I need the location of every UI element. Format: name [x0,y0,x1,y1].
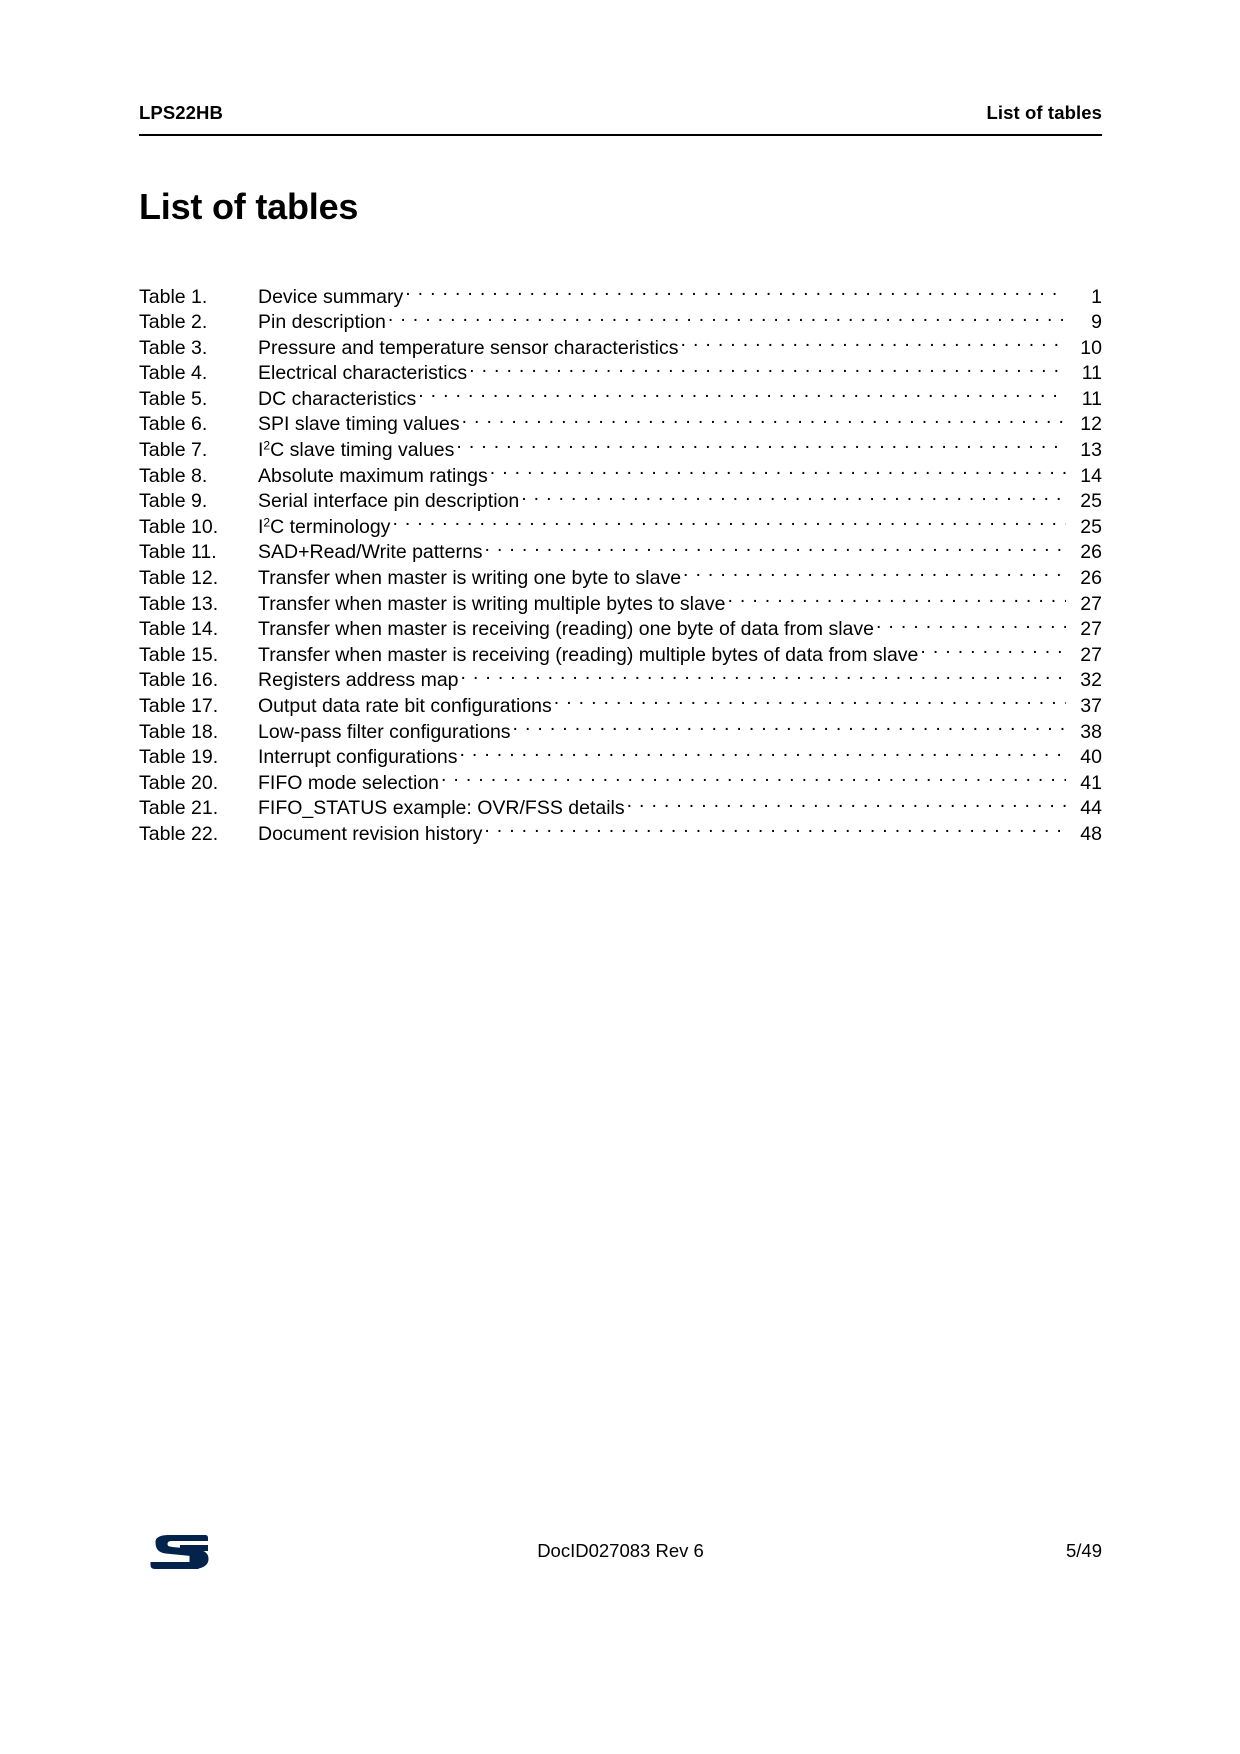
toc-entry-page: 40 [1080,746,1102,769]
toc-entry-label: Table 13. [139,592,219,615]
toc-entry-page: 25 [1080,490,1102,513]
toc-entry-title: Registers address map [258,669,459,692]
toc-entry-page: 12 [1080,413,1102,436]
toc-leader-dots [627,795,1066,815]
toc-leader-dots [461,667,1066,687]
toc-leader-dots [681,334,1066,354]
toc-entry-page: 44 [1080,797,1102,820]
toc-entry-label: Table 14. [139,618,219,641]
toc-entry-title: Serial interface pin description [258,490,520,513]
toc-leader-dots [683,565,1066,585]
toc-entry[interactable] [139,385,1102,411]
toc-entry-label: Table 11. [139,541,217,564]
toc-leader-dots [469,360,1066,380]
toc-entry-label: Table 19. [139,746,219,769]
toc-entry[interactable] [139,693,1102,719]
toc-leader-dots [727,590,1066,610]
toc-leader-dots [441,769,1066,789]
toc-leader-dots [418,385,1066,405]
toc-entry-label: Table 21. [139,797,219,820]
toc-leader-dots [521,488,1066,508]
toc-entry-label: Table 6. [139,413,208,436]
toc-leader-dots [490,462,1066,482]
toc-entry[interactable] [139,565,1102,591]
toc-entry-label: Table 17. [139,695,219,717]
toc-entry-label: Table 4. [139,362,208,385]
toc-entry-title: Pin description [258,311,386,334]
toc-entry-label: Table 22. [139,822,219,845]
toc-entry[interactable] [139,539,1102,565]
toc-leader-dots [513,718,1066,738]
toc-entry-title: Transfer when master is receiving (reading) multiple bytes of data from slave [258,643,919,666]
toc-entry-page: 27 [1080,643,1102,666]
toc-entry-title: Electrical characteristics [258,362,468,385]
toc-entry[interactable] [139,667,1102,693]
page-title: List of tables [139,186,359,228]
toc-entry-label: Table 18. [139,720,219,743]
toc-entry-page: 1 [1091,285,1102,308]
list-of-tables [139,283,1102,846]
toc-leader-dots [920,641,1066,661]
footer-page-number: 5/49 [1065,1540,1102,1561]
toc-entry-label: Table 9. [139,490,208,513]
toc-entry-title: $I^2C$ terminology [258,515,391,538]
toc-entry-label: Table 8. [139,464,208,487]
toc-entry-page: 14 [1080,464,1102,487]
page-footer [139,1508,1102,1568]
toc-entry-page: 27 [1080,592,1102,615]
toc-entry-page: 41 [1080,771,1102,794]
toc-leader-dots [462,411,1066,431]
toc-entry-title: Pressure and temperature sensor characteristics [258,336,679,359]
toc-entry[interactable] [139,590,1102,616]
toc-entry[interactable] [139,437,1102,463]
toc-entry[interactable] [139,795,1102,821]
toc-entry[interactable] [139,820,1102,846]
toc-entry-page: 37 [1080,695,1102,717]
toc-entry[interactable] [139,488,1102,514]
toc-leader-dots [405,283,1066,303]
toc-leader-dots [388,309,1066,329]
toc-entry-page: 38 [1080,720,1102,743]
toc-entry-label: Table 7. [139,439,208,462]
toc-entry[interactable] [139,769,1102,795]
toc-entry[interactable] [139,718,1102,744]
toc-entry-title: DC characteristics [258,387,417,410]
toc-entry[interactable] [139,360,1102,386]
toc-entry-title: SAD+Read/Write patterns [258,541,483,564]
header-section-name: List of tables [986,102,1102,123]
toc-entry-label: Table 10. [139,515,219,538]
header-document-name: LPS22HB [139,102,223,123]
toc-entry-page: 27 [1080,618,1102,641]
toc-entry-title: Transfer when master is writing one byte to slave [258,567,682,590]
page-header [139,102,1102,124]
toc-entry-title: Transfer when master is receiving (reading) one byte of data from slave [258,618,874,641]
superscript: 2 [263,438,271,453]
toc-entry-title: Low-pass filter configurations [258,720,511,743]
toc-entry-label: Table 20. [139,771,219,794]
toc-entry[interactable] [139,616,1102,642]
toc-leader-dots [484,820,1066,840]
toc-entry-title: Output data rate bit configurations [258,695,552,717]
toc-entry[interactable] [139,462,1102,488]
footer-doc-id: DocID027083 Rev 6 [537,1540,704,1561]
toc-leader-dots [392,513,1066,533]
toc-entry-page: 11 [1081,387,1102,410]
toc-entry-title: FIFO mode selection [258,771,439,794]
toc-entry-page: 26 [1080,541,1102,564]
toc-entry-title: Document revision history [258,822,483,845]
toc-entry-page: 26 [1080,567,1102,590]
toc-entry-title: Interrupt configurations [258,746,458,769]
toc-leader-dots [485,539,1066,559]
toc-entry-page: 25 [1080,515,1102,538]
toc-entry-page: 48 [1080,822,1102,845]
toc-entry-title: Transfer when master is writing multiple bytes to slave [258,592,726,615]
toc-entry[interactable] [139,334,1102,360]
toc-leader-dots [456,437,1066,457]
toc-entry-title: Absolute maximum ratings [258,464,488,487]
toc-entry-title: FIFO_STATUS example: OVR/FSS details [258,797,625,820]
toc-entry-label: Table 12. [139,567,219,590]
toc-entry-label: Table 16. [139,669,219,692]
toc-entry-label: Table 5. [139,387,208,410]
toc-entry-page: 10 [1080,336,1102,359]
toc-entry-label: Table 3. [139,336,208,359]
toc-entry-label: Table 1. [139,285,208,308]
toc-entry[interactable] [139,309,1102,335]
superscript: 2 [263,515,271,530]
toc-entry-page: 9 [1091,311,1102,334]
toc-entry[interactable] [139,283,1102,309]
toc-leader-dots [459,744,1066,764]
toc-entry-page: 13 [1080,439,1102,462]
toc-entry-title: $I^2C$ slave timing values [258,438,455,462]
toc-entry-label: Table 2. [139,311,208,334]
toc-entry[interactable] [139,641,1102,667]
toc-leader-dots [554,693,1066,713]
toc-entry-label: Table 15. [139,643,219,666]
toc-entry[interactable] [139,744,1102,770]
toc-entry-title: SPI slave timing values [258,413,460,436]
toc-entry[interactable] [139,411,1102,437]
header-divider [139,134,1102,136]
toc-entry-page: 32 [1080,669,1102,692]
toc-entry-page: 11 [1081,362,1102,385]
toc-entry[interactable] [139,513,1102,539]
toc-leader-dots [876,616,1066,636]
toc-entry-title: Device summary [258,285,404,308]
